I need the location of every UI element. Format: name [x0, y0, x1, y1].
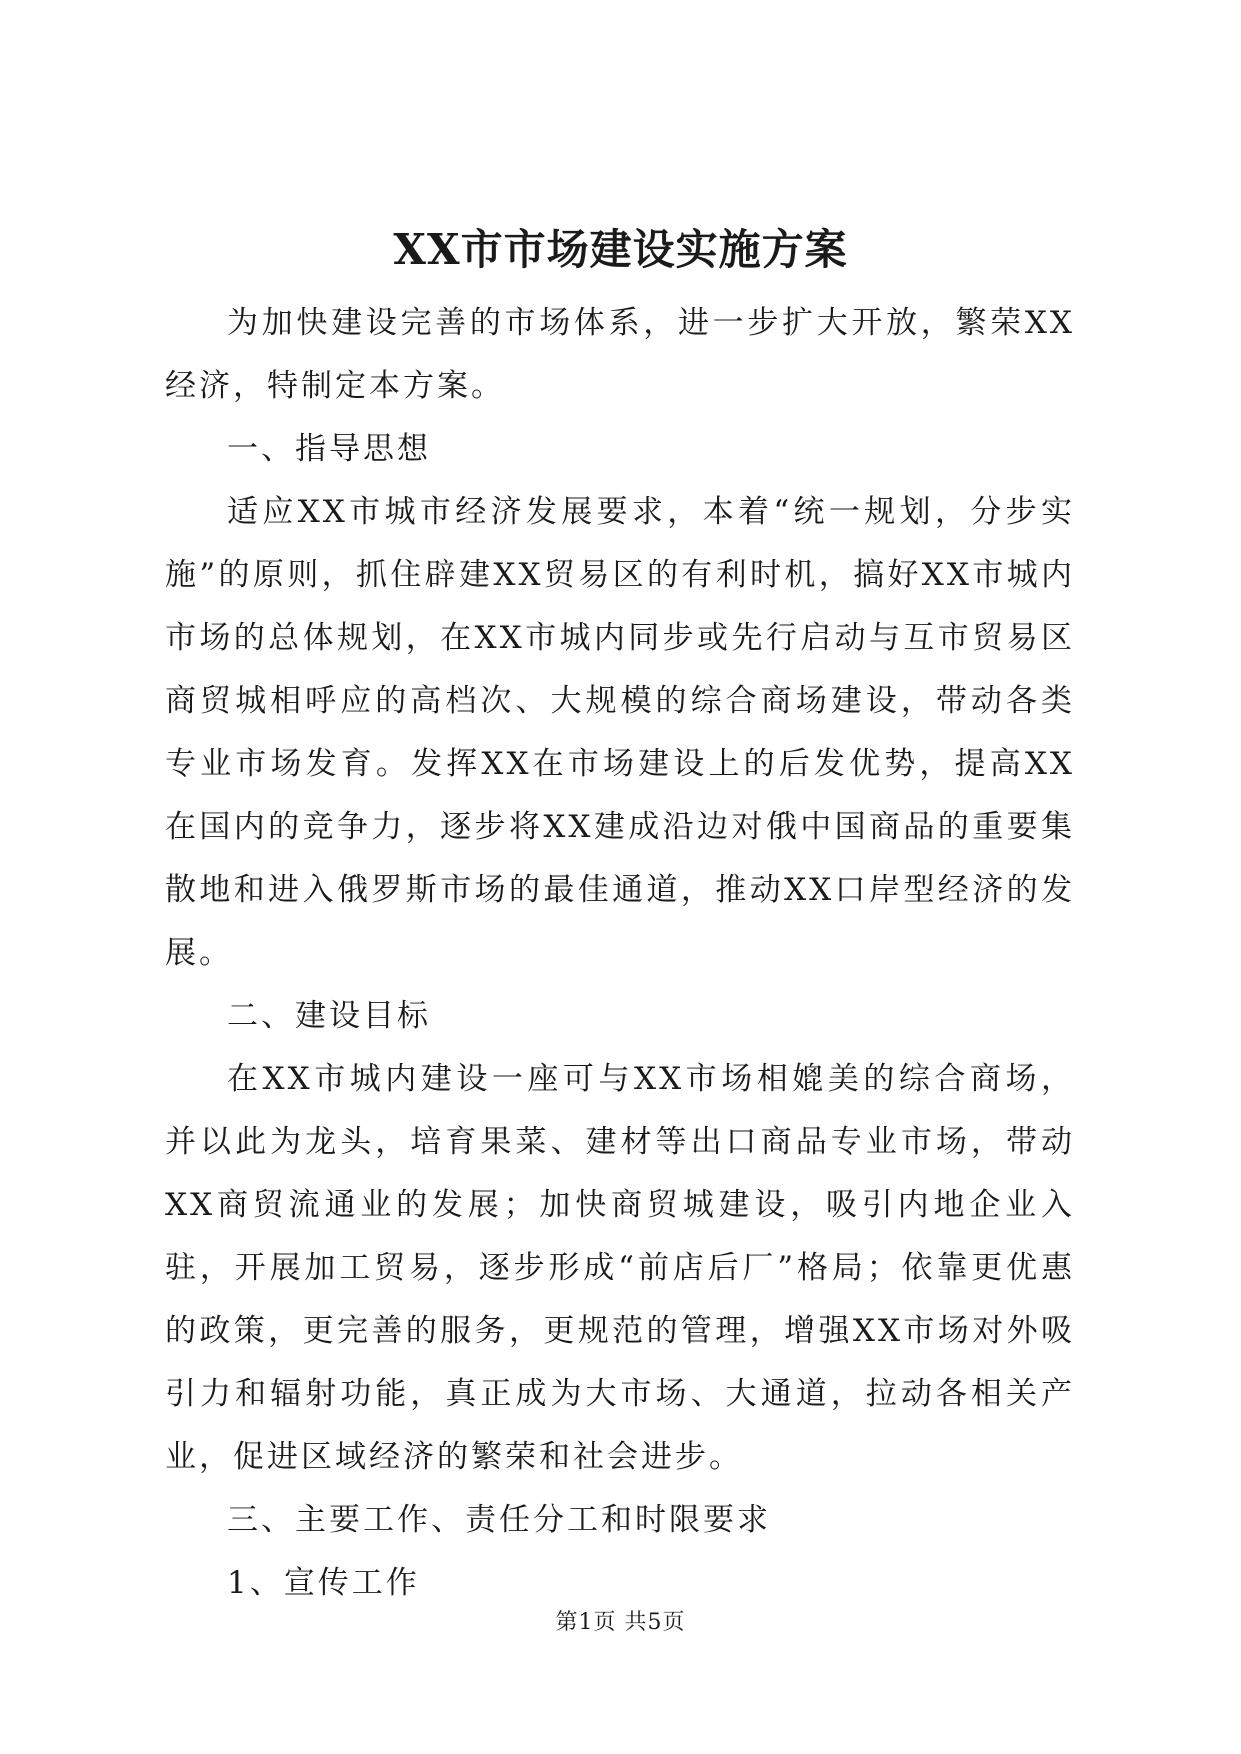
- document-title: XX市市场建设实施方案: [393, 225, 848, 274]
- construction-goals-paragraph: 在XX市城内建设一座可与XX市场相媲美的综合商场，并以此为龙头，培育果菜、建材等出口商品专业市场，带动XX商贸流通业的发展；加快商贸城建设，吸引内地企业入驻，开展加工贸易，逐步形成“前店后厂”格局；依靠更优惠的政策，更完善的服务，更规范的管理，增强XX市场对外吸引力和辐射功能，真正成为大市场、大通道，拉动各相关产业，促进区域经济的繁荣和社会进步。: [165, 1061, 1075, 1475]
- page-number-footer: 第1页 共5页: [555, 1610, 686, 1635]
- guiding-ideology-paragraph: 适应XX市城市经济发展要求，本着“统一规划，分步实施”的原则，抓住辟建XX贸易区的有利时机，搞好XX市城内市场的总体规划，在XX市城内同步或先行启动与互市贸易区商贸城相呼应的高档次、大规模的综合商场建设，带动各类专业市场发育。发挥XX在市场建设上的后发优势，提高XX在国内的竞争力，逐步将XX建成沿边对俄中国商品的重要集散地和进入俄罗斯市场的最佳通道，推动XX口岸型经济的发展。: [165, 494, 1075, 971]
- subsection-heading-publicity: 1、宣传工作: [227, 1565, 420, 1601]
- section-heading-guiding-ideology: 一、指导思想: [227, 431, 431, 467]
- document-body: [165, 292, 1075, 1615]
- section-heading-main-work: 三、主要工作、责任分工和时限要求: [227, 1502, 771, 1538]
- section-heading-construction-goals: 二、建设目标: [227, 998, 431, 1034]
- intro-paragraph: 为加快建设完善的市场体系，进一步扩大开放，繁荣XX经济，特制定本方案。: [165, 305, 1075, 404]
